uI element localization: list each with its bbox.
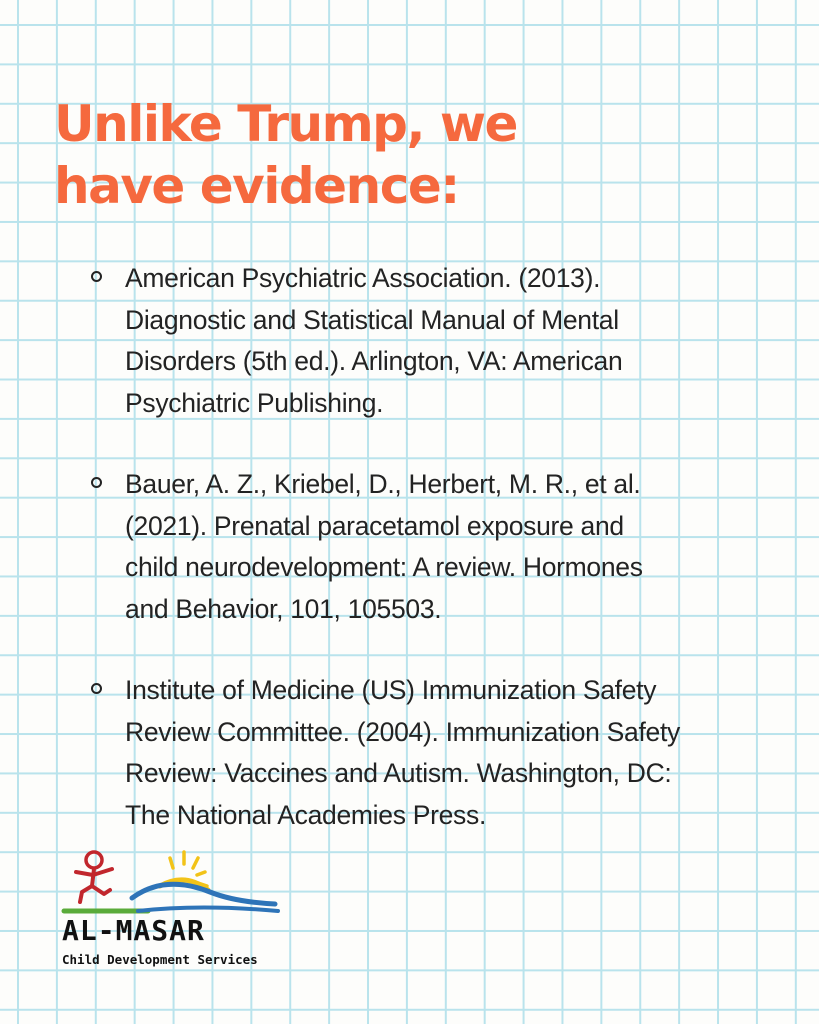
headline-line-2: have evidence: (54, 157, 459, 215)
reference-line: (2021). Prenatal paracetamol exposure and (125, 510, 624, 541)
reference-line: Review Committee. (2004). Immunization Safety (125, 716, 680, 747)
reference-line: American Psychiatric Association. (2013). (125, 263, 601, 293)
reference-line: Diagnostic and Statistical Manual of Mental (125, 304, 619, 335)
headline (54, 93, 674, 217)
reference-line: and Behavior, 101, 105503. (125, 593, 442, 624)
child-sun-path-icon (60, 848, 285, 918)
reference-line: Psychiatric Publishing. (125, 387, 384, 418)
reference-list (88, 258, 778, 876)
reference-item (88, 258, 778, 424)
reference-line: child neurodevelopment: A review. Hormones (125, 552, 643, 582)
bullet-circle-icon (91, 271, 102, 282)
reference-line: Bauer, A. Z., Kriebel, D., Herbert, M. R., et al. (125, 469, 641, 499)
reference-item (88, 464, 778, 630)
logo-tagline: Child Development Services (62, 952, 258, 967)
bullet-circle-icon (91, 477, 102, 488)
reference-line: Review: Vaccines and Autism. Washington, DC: (125, 758, 672, 788)
logo-name: AL-MASAR (62, 914, 205, 947)
headline-line-1: Unlike Trump, we (54, 95, 517, 153)
reference-line: Institute of Medicine (US) Immunization Safety (125, 675, 657, 705)
bullet-circle-icon (91, 683, 102, 694)
reference-item (88, 670, 778, 836)
reference-line: The National Academies Press. (125, 799, 487, 830)
al-masar-logo (60, 848, 290, 973)
reference-line: Disorders (5th ed.). Arlington, VA: American (125, 346, 623, 376)
